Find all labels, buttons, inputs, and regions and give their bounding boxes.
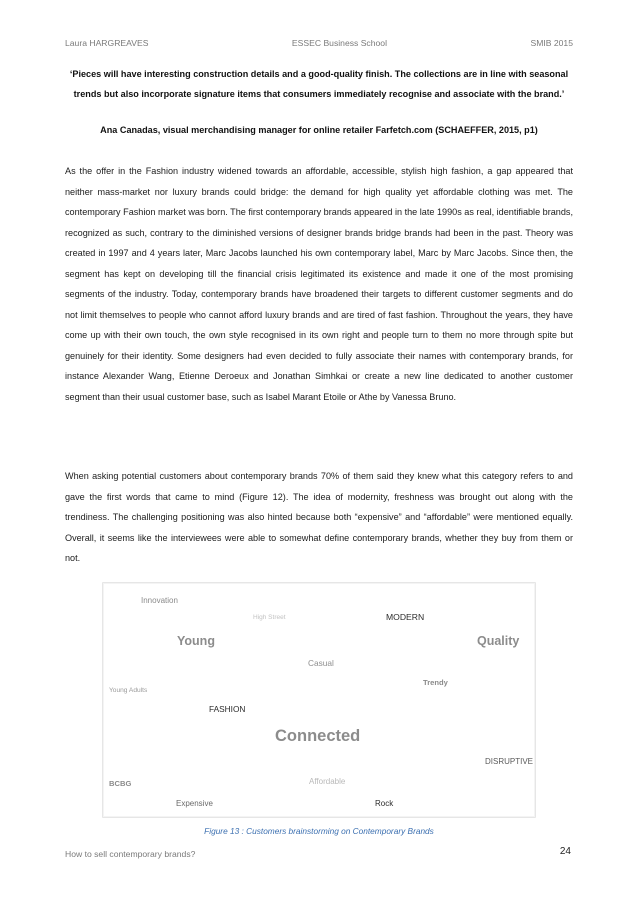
header-program: SMIB 2015 xyxy=(530,38,573,48)
cloud-word-connected: Connected xyxy=(275,727,361,745)
cloud-word-quality: Quality xyxy=(477,634,520,648)
body-paragraph-2: When asking potential customers about contemporary brands 70% of them said they knew what this category refers to and gave the first words that came to mind (Figure 12). The idea of modernity, freshness was brought out along with the trendiness. The challenging positioning was also hinted because both “expensive” and “affordable” were mentioned equally. Overall, it seems like the interviewees were able to somewhat define contemporary brands, whether they buy from them or not. xyxy=(65,471,573,563)
cloud-word-young-adults: Young Adults xyxy=(109,687,148,694)
cloud-word-expensive: Expensive xyxy=(176,799,213,808)
footer-title: How to sell contemporary brands? xyxy=(65,849,196,859)
cloud-word-fashion: FASHION xyxy=(209,704,246,714)
cloud-word-young: Young xyxy=(177,634,215,648)
cloud-word-rock: Rock xyxy=(375,799,394,808)
cloud-word-high-street: High Street xyxy=(253,614,286,621)
quote-attribution: Ana Canadas, visual merchandising manager for online retailer Farfetch.com (SCHAEFFER, 2015, p1) xyxy=(100,125,538,135)
word-cloud-figure xyxy=(102,582,536,818)
cloud-word-casual: Casual xyxy=(308,658,334,668)
header-school: ESSEC Business School xyxy=(291,38,387,48)
page-header xyxy=(65,38,573,48)
cloud-word-modern: MODERN xyxy=(386,612,425,622)
opening-quote: ‘Pieces will have interesting construction details and a good-quality finish. The collections are in line with seasonal trends but also incorporate signature items that consumers immediately recognise and associate with the brand.’ xyxy=(69,69,569,99)
figure-caption: Figure 13 : Customers brainstorming on Contemporary Brands xyxy=(204,826,434,836)
cloud-word-innovation: Innovation xyxy=(141,596,178,605)
body-paragraph-1: As the offer in the Fashion industry widened towards an affordable, accessible, stylish high fashion, a gap appeared that neither mass-market nor luxury brands could bridge: the demand for high quality yet affordable clothing was met. The contemporary Fashion market was born. The first contemporary brands appeared in the late 1990s as real, identifiable brands, recognized as such, contrary to the diminished versions of designer brands bridge brands had been in the past. Theory was created in 1997 and 4 years later, Marc Jacobs launched his own contemporary label, Marc by Marc Jacobs. Since then, the segment has kept on developing till the financial crisis legitimated its existence and made it one of the most promising segments of the industry. Today, contemporary brands have broadened their targets to different customer segments and do not limit themselves to people who cannot afford luxury brands and are tired of fast fashion. Throughout the years, they have come up with their own touch, the own style recognised in its own right and people turn to them no more through spite but genuinely for their identity. Some designers had even decided to fully associate their names with contemporary brands, for instance Alexander Wang, Etienne Deroeux and Jonathan Simhkai or create a new line dedicated to another customer segment than their usual customer base, such as Isabel Marant Etoile or Athe by Vanessa Bruno. xyxy=(65,166,573,402)
page-number: 24 xyxy=(559,846,571,857)
cloud-word-disruptive: DISRUPTIVE xyxy=(485,757,534,766)
cloud-word-bcbg: BCBG xyxy=(109,779,132,788)
cloud-word-trendy: Trendy xyxy=(423,678,448,687)
cloud-word-affordable: Affordable xyxy=(309,777,346,786)
header-author: Laura HARGREAVES xyxy=(65,38,149,48)
